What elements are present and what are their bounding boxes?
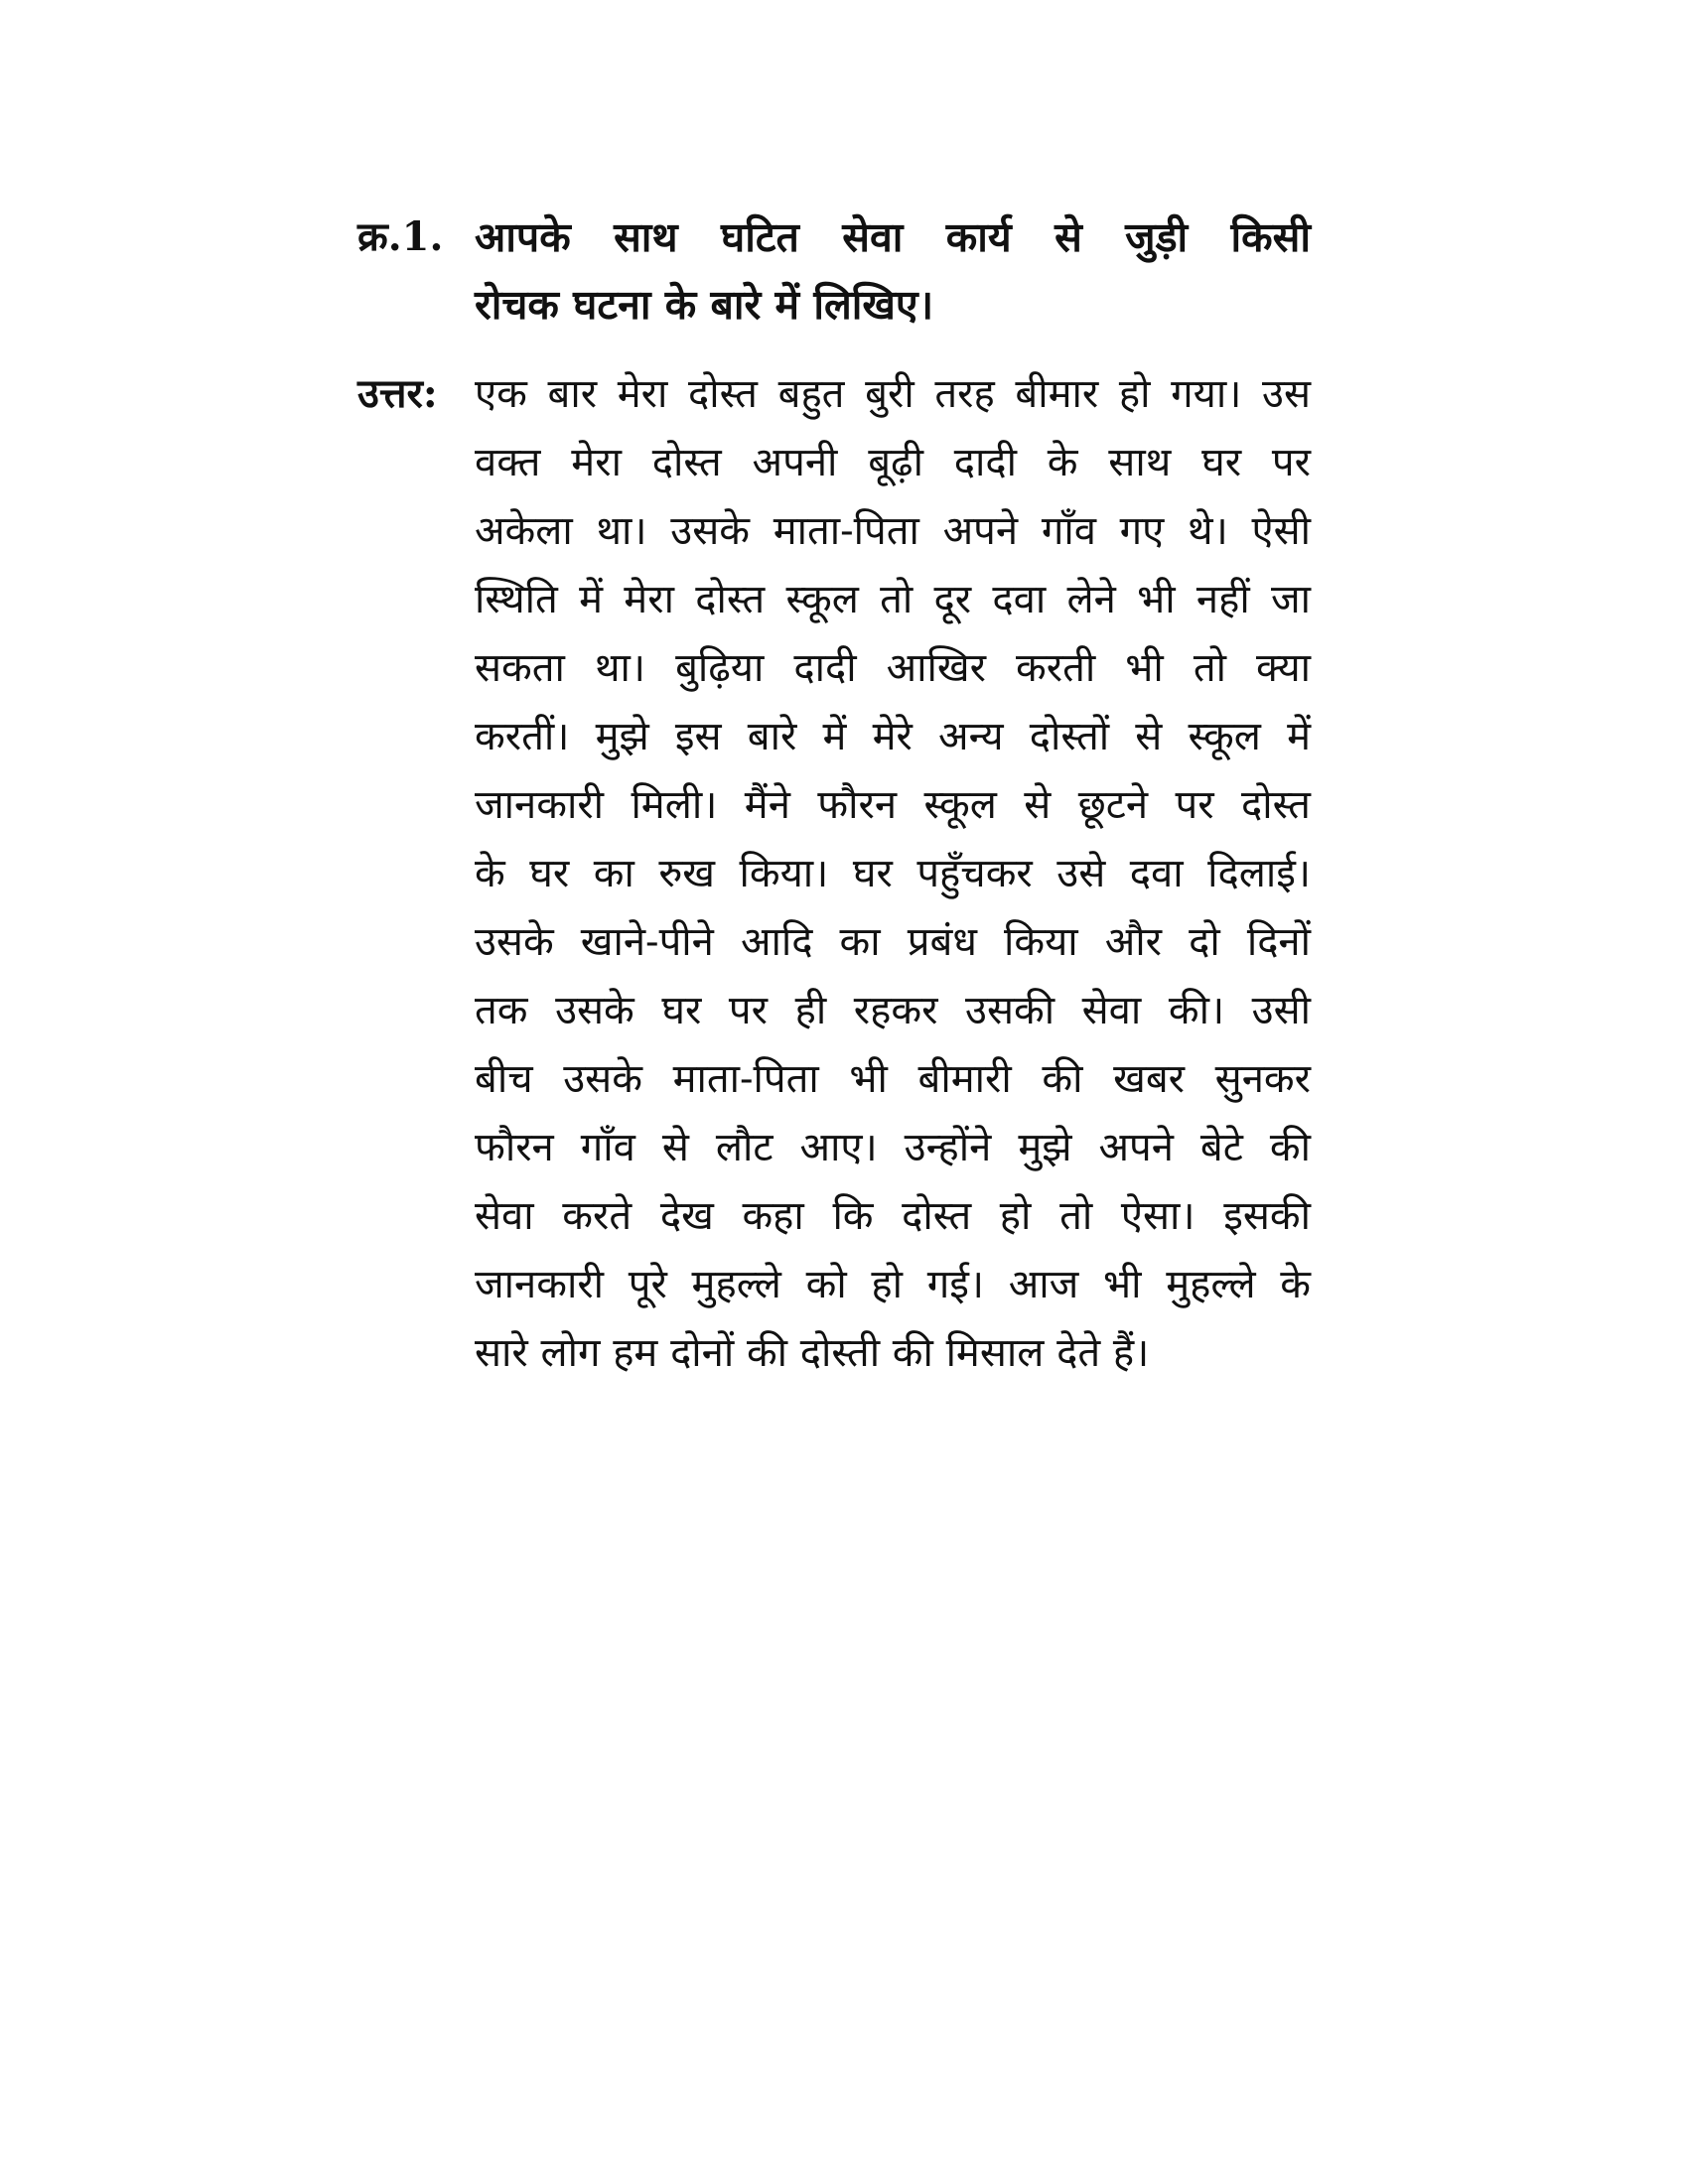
answer-row — [357, 360, 1311, 1388]
answer-line: फौरन गाँव से लौट आए। उन्होंने मुझे अपने बेटे की — [475, 1125, 1311, 1170]
answer-line: उसके खाने-पीने आदि का प्रबंध किया और दो दिनों — [475, 919, 1311, 965]
answer-line: वक्त मेरा दोस्त अपनी बूढ़ी दादी के साथ घर पर — [475, 440, 1311, 485]
answer-line: बीच उसके माता-पिता भी बीमारी की खबर सुनकर — [475, 1056, 1311, 1102]
question-answer-block — [357, 204, 1311, 1388]
question-row — [357, 204, 1311, 339]
question-text — [475, 204, 1311, 339]
answer-line: स्थिति में मेरा दोस्त स्कूल तो दूर दवा लेने भी नहीं जा — [475, 577, 1311, 622]
answer-line: सकता था। बुढ़िया दादी आखिर करती भी तो क्या — [475, 645, 1311, 691]
answer-line: करतीं। मुझे इस बारे में मेरे अन्य दोस्तों से स्कूल में — [475, 714, 1311, 759]
answer-line: सेवा करते देख कहा कि दोस्त हो तो ऐसा। इसकी — [475, 1193, 1311, 1239]
answer-line: एक बार मेरा दोस्त बहुत बुरी तरह बीमार हो गया। उस — [475, 371, 1311, 417]
answer-label: उत्तर: — [357, 370, 438, 417]
question-line: रोचक घटना के बारे में लिखिए। — [475, 281, 934, 329]
question-number: क्र.1. — [357, 213, 444, 260]
answer-line: जानकारी मिली। मैंने फौरन स्कूल से छूटने पर दोस्त — [475, 782, 1311, 828]
answer-line: सारे लोग हम दोनों की दोस्ती की मिसाल देते हैं। — [475, 1330, 1150, 1376]
answer-line: तक उसके घर पर ही रहकर उसकी सेवा की। उसी — [475, 988, 1311, 1033]
answer-line: अकेला था। उसके माता-पिता अपने गाँव गए थे। ऐसी — [475, 508, 1311, 554]
answer-line: के घर का रुख किया। घर पहुँचकर उसे दवा दिलाई। — [475, 851, 1311, 896]
answer-text — [475, 360, 1311, 1388]
question-line: आपके साथ घटित सेवा कार्य से जुड़ी किसी — [475, 213, 1311, 261]
answer-line: जानकारी पूरे मुहल्ले को हो गई। आज भी मुहल्ले के — [475, 1262, 1311, 1307]
